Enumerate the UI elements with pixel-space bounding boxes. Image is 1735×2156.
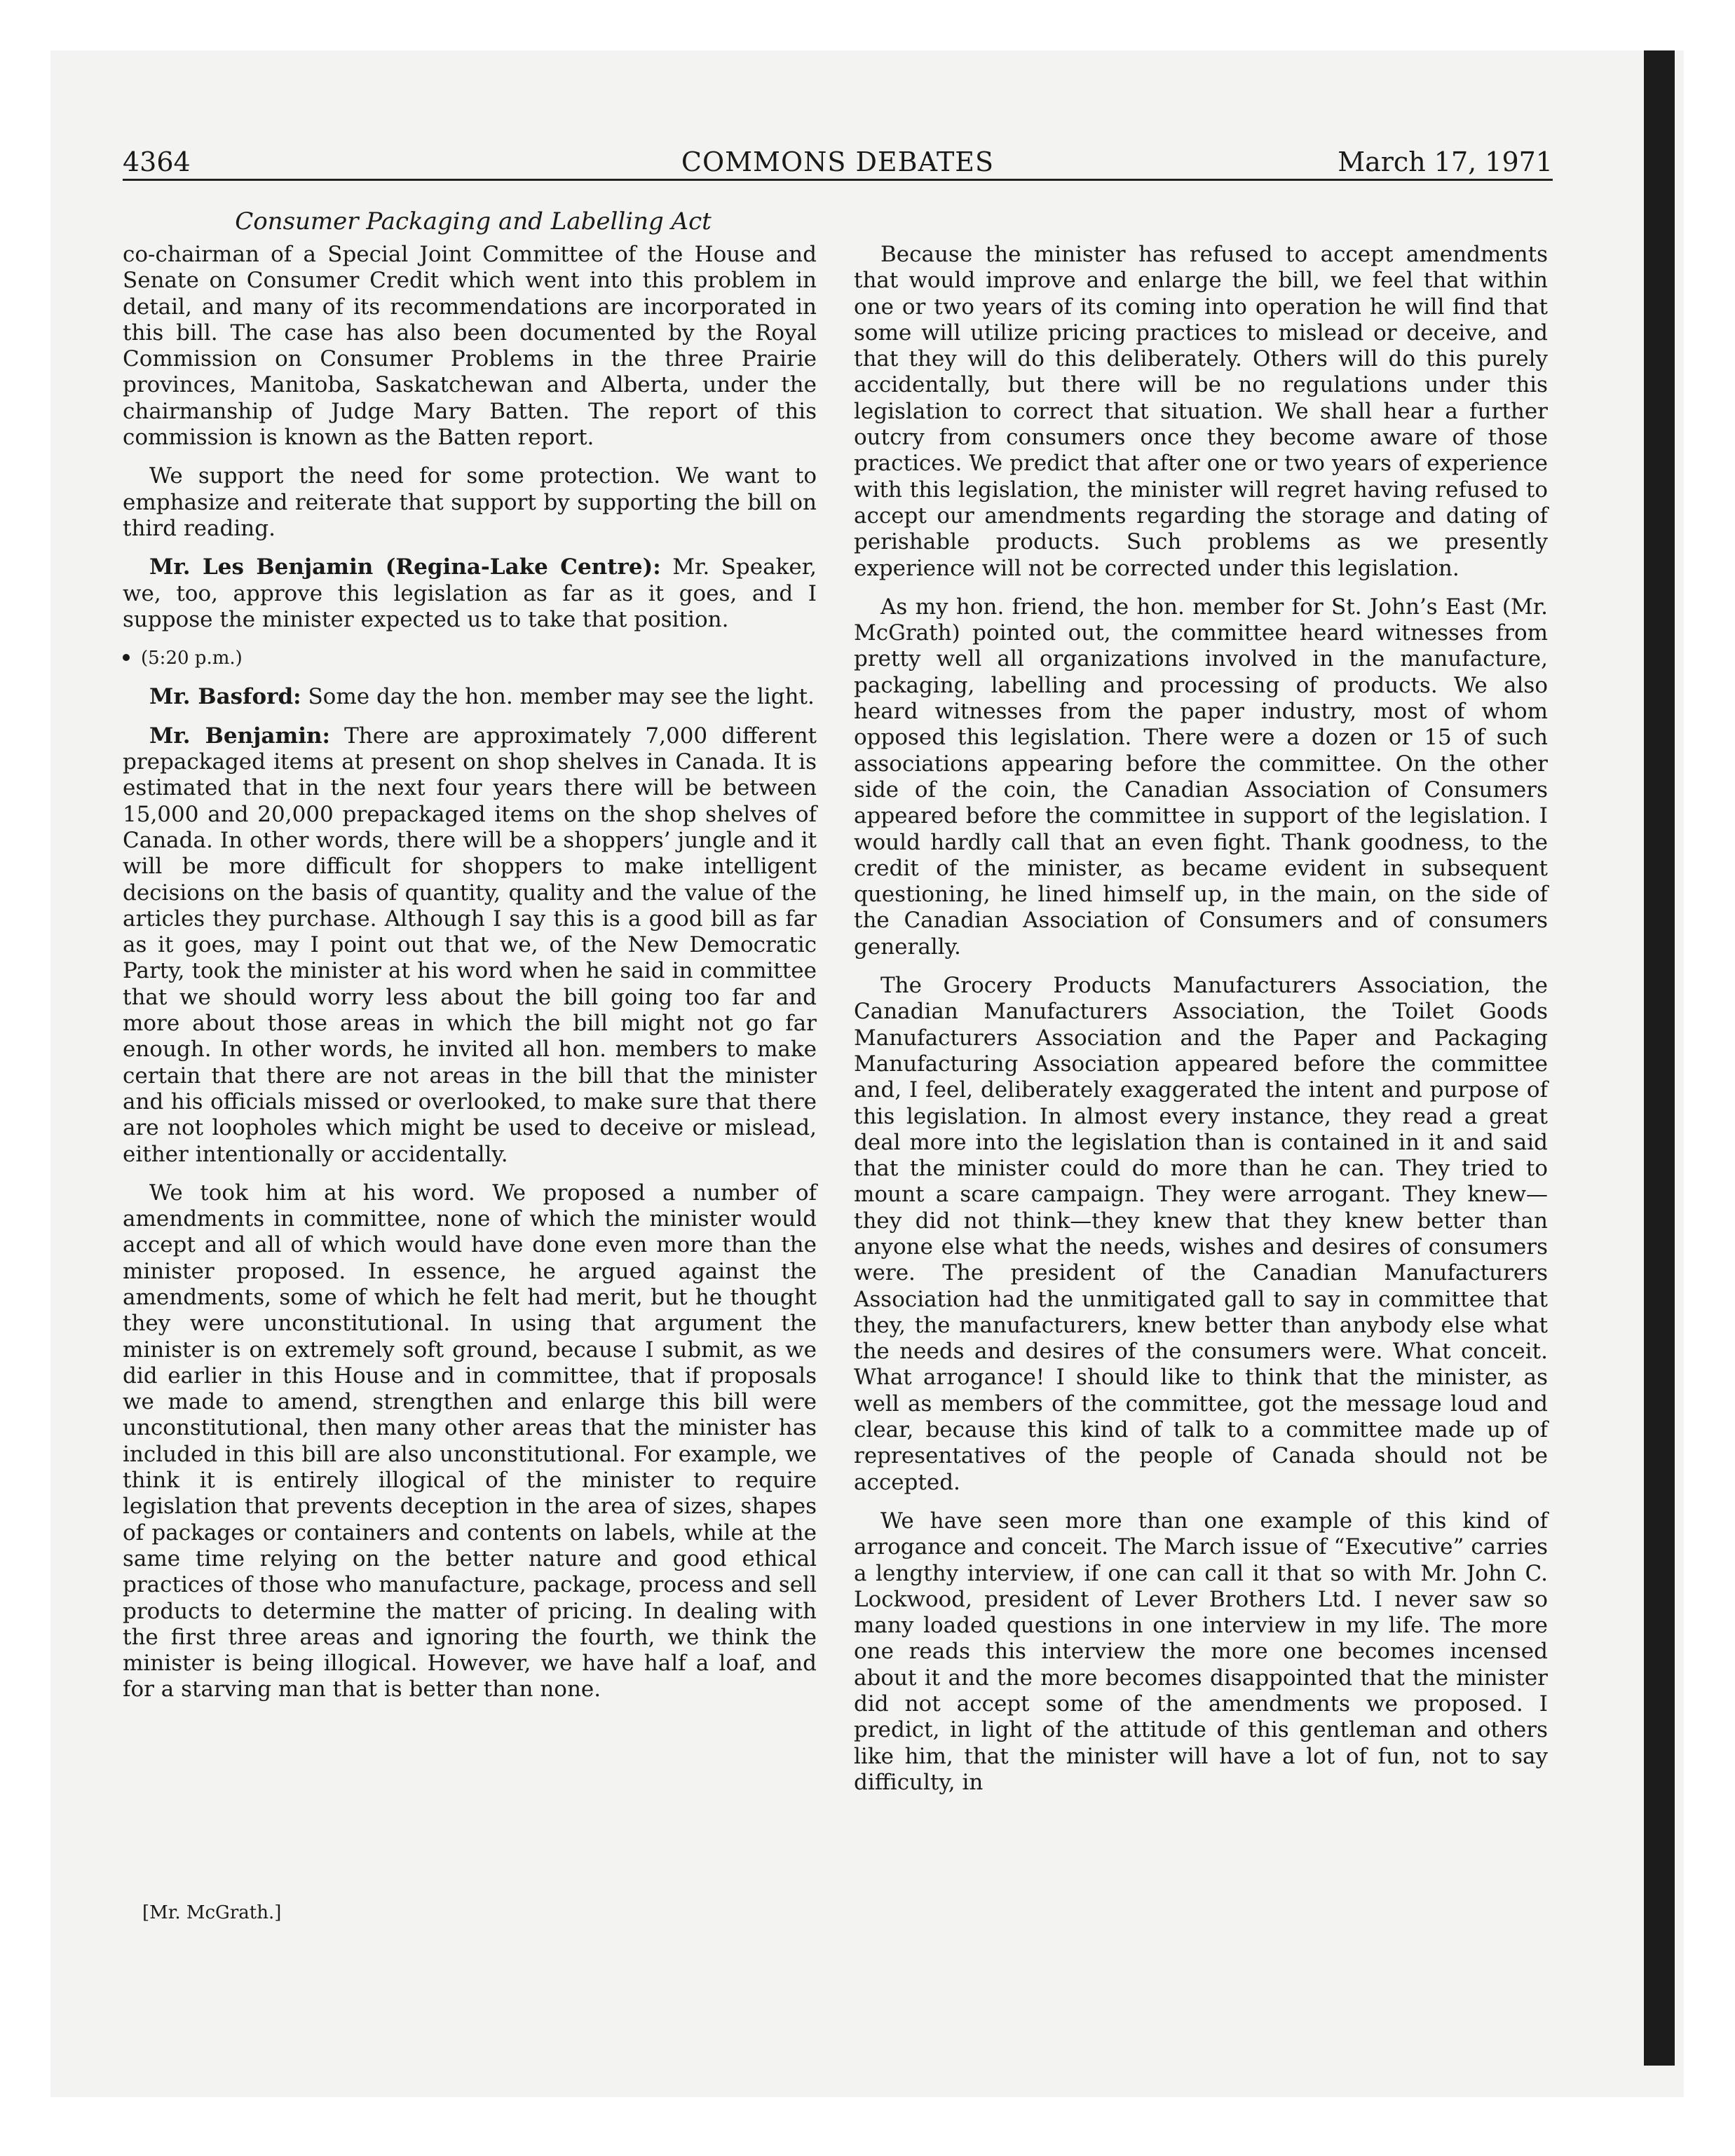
right-column (854, 242, 1548, 1808)
page-header (123, 144, 1553, 180)
speech-paragraph (123, 684, 817, 710)
speaker-name: Mr. Benjamin: (149, 723, 330, 749)
publication-date: March 17, 1971 (1338, 146, 1553, 177)
speech-text: Some day the hon. member may see the light. (301, 684, 815, 710)
paragraph: We took him at his word. We proposed a number of amendments in committee, none of which the minister would accept and all of which would have done even more than the minister proposed. In essence, he argued against the amendments, some of which he felt had merit, but he thought they were unconstitutional. In using that argument the minister is on extremely soft ground, because I submit, as we did earlier in this House and in committee, that if proposals we made to amend, strengthen and enlarge this bill were unconstitutional, then many other areas that the minister has included in this bill are also unconstitutional. For example, we think it is entirely illogical of the minister to require legislation that prevents deception in the area of sizes, shapes of packages or containers and contents on labels, while at the same time relying on the better nature and good ethical practices of those who manufacture, package, process and sell products to determine the matter of pricing. In dealing with the first three areas and ignoring the fourth, we think the minister is being illogical. However, we have half a loaf, and for a starving man that is better than none. (123, 1180, 817, 1703)
speaker-name: Mr. Basford: (149, 684, 301, 710)
section-title: Consumer Packaging and Labelling Act (235, 207, 712, 236)
speaker-footer-note: [Mr. McGrath.] (142, 1902, 282, 1923)
publication-title: COMMONS DEBATES (681, 146, 995, 177)
paragraph: Because the minister has refused to accept amendments that would improve and enlarge the bill, we feel that within one or two years of its coming into operation he will find that some will utilize pricing practices to mislead or deceive, and that they will do this deliberately. Others will do this purely accidentally, but there will be no regulations under this legislation to correct that situation. We shall hear a further outcry from consumers once they become aware of those practices. We predict that after one or two years of experience with this legislation, the minister will regret having refused to accept our amendments regarding the storage and dating of perishable products. Such problems as we presently experience will not be corrected under this legislation. (854, 242, 1548, 581)
header-rule (123, 179, 1553, 181)
time-stamp-text: (5:20 p.m.) (141, 648, 243, 669)
speech-paragraph (123, 723, 817, 1168)
page-number: 4364 (123, 146, 191, 177)
paragraph: The Grocery Products Manufacturers Association, the Canadian Manufacturers Association, the Toilet Goods Manufacturers Association and the Paper and Packaging Manufacturing Association appeared before the committee and, I feel, deliberately exaggerated the intent and purpose of this legislation. In almost every instance, they read a great deal more into the legislation than is contained in it and said that the minister could do more than he can. They tried to mount a scare campaign. They were arrogant. They knew—they did not think—they knew that they knew better than anyone else what the needs, wishes and desires of consumers were. The president of the Canadian Manufacturers Association had the unmitigated gall to say in committee that they, the manufacturers, knew better than anybody else what the needs and desires of the consumers were. What conceit. What arrogance! I should like to think that the minister, as well as members of the committee, got the message loud and clear, because this kind of talk to a committee made up of representatives of the people of Canada should not be accepted. (854, 973, 1548, 1495)
speech-paragraph (123, 554, 817, 633)
speaker-name: Mr. Les Benjamin (Regina-Lake Centre): (149, 554, 661, 580)
speech-text: There are approximately 7,000 different prepackaged items at present on shop shelves in Canada. It is estimated that in the next four years there will be between 15,000 and 20,000 prepackaged items on the shop shelves of Canada. In other words, there will be a shoppers’ jungle and it will be more difficult for shoppers to make intelligent decisions on the basis of quantity, quality and the value of the articles they purchase. Although I say this is a good bill as far as it goes, may I point out that we, of the New Democratic Party, took the minister at his word when he said in committee that we should worry less about the bill going too far and more about those areas in which the bill might not go far enough. In other words, he invited all hon. members to make certain that there are not areas in the bill that the minister and his officials missed or overlooked, to make sure that there are not loopholes which might be used to deceive or mislead, either intentionally or accidentally. (123, 723, 817, 1167)
paragraph: co-chairman of a Special Joint Committee of the House and Senate on Consumer Credit which went into this problem in detail, and many of its recommendations are incorporated in this bill. The case has also been documented by the Royal Commission on Consumer Problems in the three Prairie provinces, Manitoba, Saskatchewan and Alberta, under the chairmanship of Judge Mary Batten. The report of this commission is known as the Batten report. (123, 242, 817, 451)
bullet-icon (123, 654, 130, 661)
paragraph: We support the need for some protection. We want to emphasize and reiterate that support by supporting the bill on third reading. (123, 463, 817, 541)
scan-edge-shadow (1644, 50, 1675, 2066)
time-stamp (123, 646, 817, 671)
paragraph: We have seen more than one example of this kind of arrogance and conceit. The March issue of “Executive” carries a lengthy interview, if one can call it that so with Mr. John C. Lockwood, president of Lever Brothers Ltd. I never saw so many loaded questions in one interview in my life. The more one reads this interview the more one becomes incensed about it and the more becomes disappointed that the minister did not accept some of the amendments we proposed. I predict, in light of the attitude of this gentleman and others like him, that the minister will have a lot of fun, not to say difficulty, in (854, 1508, 1548, 1795)
speech-text: Mr. Speaker, we, too, approve this legislation as far as it goes, and I suppose the minister expected us to take that position. (123, 554, 817, 632)
paragraph: As my hon. friend, the hon. member for St. John’s East (Mr. McGrath) pointed out, the committee heard witnesses from pretty well all organizations involved in the manufacture, packaging, labelling and processing of products. We also heard witnesses from the paper industry, most of whom opposed this legislation. There were a dozen or 15 of such associations appearing before the committee. On the other side of the coin, the Canadian Association of Consumers appeared before the committee in support of the legislation. I would hardly call that an even fight. Thank goodness, to the credit of the minister, as became evident in subsequent questioning, he lined himself up, in the main, on the side of the Canadian Association of Consumers and of consumers generally. (854, 594, 1548, 960)
left-column (123, 242, 817, 1716)
